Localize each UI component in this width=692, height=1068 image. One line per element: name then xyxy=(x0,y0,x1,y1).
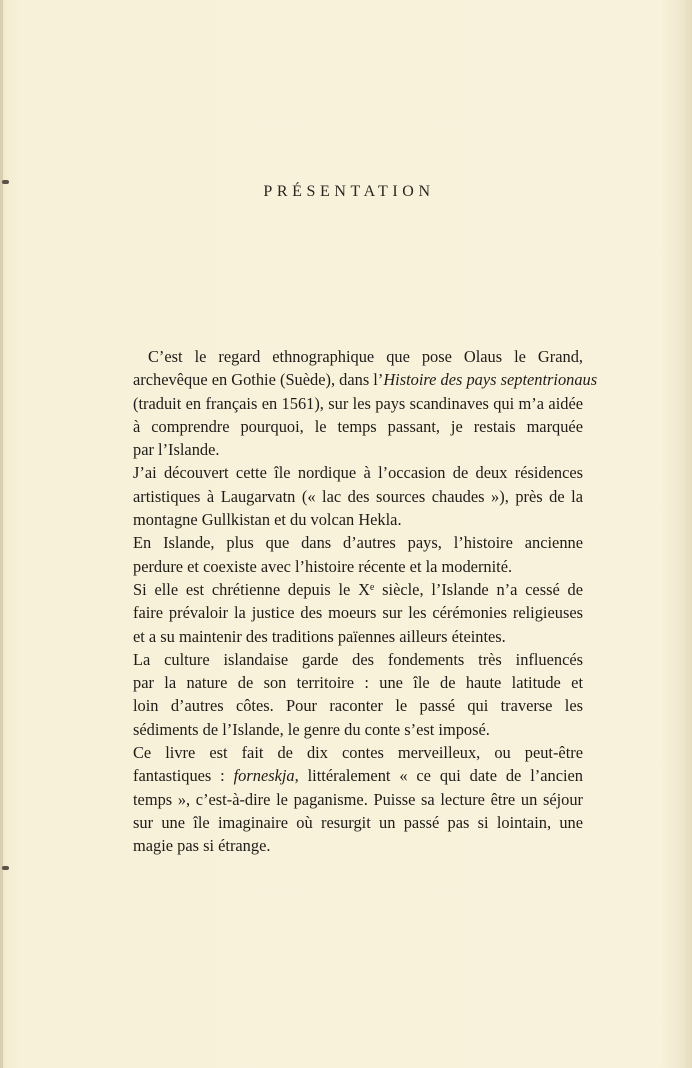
text-line: perdure et coexiste avec l’histoire récente et la modernité. xyxy=(133,556,513,576)
text-line: à comprendre pourquoi, le temps passant, je restais marquée xyxy=(133,416,583,436)
book-title: Histoire des pays septentrionaus xyxy=(383,370,598,390)
text-line: artistiques à Laugarvatn (« lac des sources chaudes »), près de la xyxy=(133,486,583,506)
text-line: J’ai découvert cette île nordique à l’occasion de deux résidences xyxy=(133,463,583,483)
text-line: faire prévaloir la justice des moeurs sur les cérémonies religieuses xyxy=(133,603,583,623)
text-line: loin d’autres côtes. Pour raconter le passé qui traverse les xyxy=(133,696,583,716)
text-line: par la nature de son territoire : une île de haute latitude et xyxy=(133,673,583,693)
ordinal-superscript: e xyxy=(369,581,375,593)
text-line: par l’Islande. xyxy=(133,440,220,460)
text-line: Si elle est chrétienne depuis le Xe siècle, l’Islande n’a cessé de xyxy=(133,579,583,599)
text-line: La culture islandaise garde des fondements très influencés xyxy=(133,649,583,669)
text-line: En Islande, plus que dans d’autres pays, l’histoire ancienne xyxy=(133,533,583,553)
presentation-text xyxy=(133,345,598,858)
italic-term: forneskja xyxy=(233,766,295,786)
margin-mark xyxy=(2,866,9,870)
text-line: magie pas si étrange. xyxy=(133,836,271,856)
text-line: temps », c’est-à-dire le paganisme. Puisse sa lecture être un séjour xyxy=(133,789,583,809)
text-line: et a su maintenir des traditions païennes ailleurs éteintes. xyxy=(133,626,506,646)
text-line: Ce livre est fait de dix contes merveilleux, ou peut-être xyxy=(133,743,583,763)
text-line: (traduit en français en 1561), sur les pays scandinaves qui m’a aidée xyxy=(133,393,583,413)
text-line: sur une île imaginaire où resurgit un passé pas si lointain, une xyxy=(133,812,583,832)
text-line: C’est le regard ethnographique que pose Olaus le Grand, xyxy=(148,347,583,366)
text-line: montagne Gullkistan et du volcan Hekla. xyxy=(133,510,402,530)
page-edge xyxy=(0,0,3,1068)
text-line: archevêque en Gothie (Suède), dans l’Histoire des pays septentrionaus xyxy=(133,370,598,390)
page-title: PRÉSENTATION xyxy=(263,183,435,200)
text-line: fantastiques : forneskja, littéralement « ce qui date de l’ancien xyxy=(133,766,583,786)
text-line: sédiments de l’Islande, le genre du conte s’est imposé. xyxy=(133,719,490,739)
